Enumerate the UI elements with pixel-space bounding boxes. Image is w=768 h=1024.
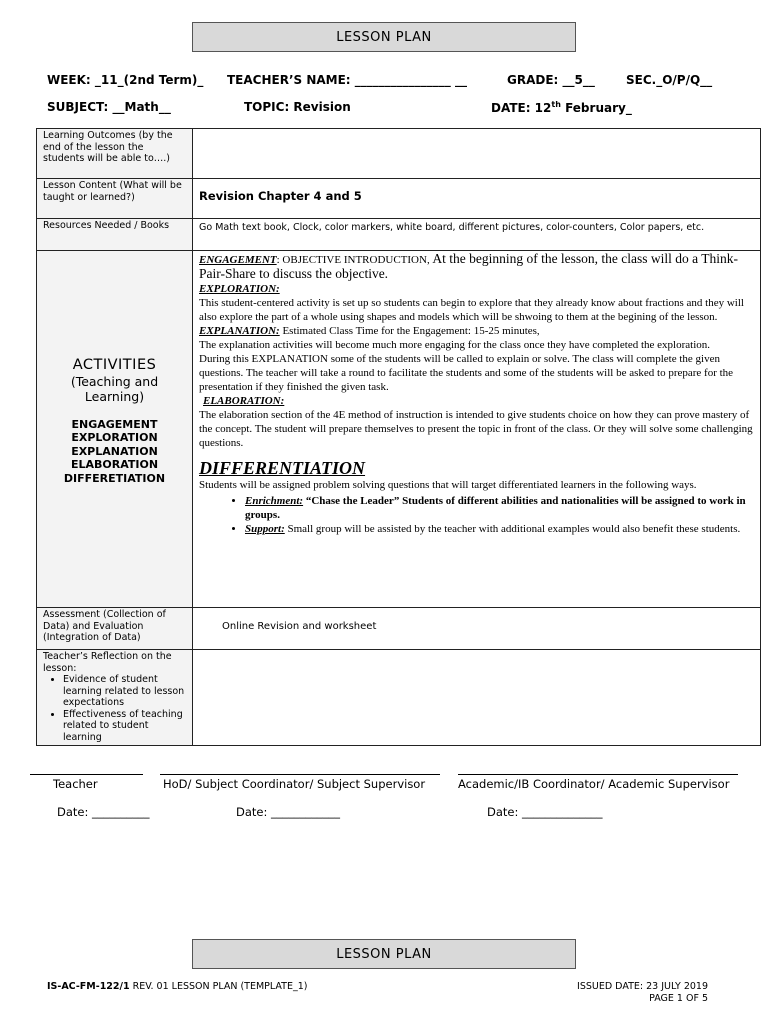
academic-date: Date: ______________ (487, 805, 603, 819)
hod-date: Date: ____________ (236, 805, 341, 819)
exploration-paragraph (199, 282, 754, 324)
date-field (491, 100, 632, 115)
assessment-label: Assessment (Collection of Data) and Evaluation (Integration of Data) (37, 608, 193, 650)
lesson-content-label: Lesson Content (What will be taught or learned?) (37, 179, 193, 219)
footer-title-text: LESSON PLAN (336, 946, 432, 962)
activities-subtitle: (Teaching and Learning) (70, 373, 159, 404)
resources-label: Resources Needed / Books (37, 219, 193, 251)
reflection-list (43, 674, 186, 743)
elaboration-text: The elaboration section of the 4E method of instruction is intended to give students choice on how they can prove mastery of the concept. The student will prepare themselves to present the topic in front of the class. Or they will solve some challenging questions. (199, 409, 753, 449)
explanation-text-a: Estimated Class Time for the Engagement: 15-25 minutes, (279, 325, 540, 337)
form-code-rest: REV. 01 LESSON PLAN (TEMPLATE_1) (129, 981, 308, 992)
teacher-date: Date: __________ (57, 805, 150, 819)
enrichment-heading: Enrichment: (245, 495, 304, 507)
lesson-plan-table (36, 128, 761, 746)
engagement-paragraph (199, 252, 754, 282)
activities-label-cell (37, 251, 193, 608)
exploration-heading: EXPLORATION: (199, 283, 280, 295)
reflection-item: • Effectiveness of teaching related to student learning (63, 709, 186, 744)
differentiation-list (199, 494, 754, 536)
issued-date: ISSUED DATE: 23 JULY 2019 (577, 981, 708, 992)
teacher-name-field: TEACHER’S NAME: ________________ __ (227, 73, 467, 87)
form-code-bold: IS-AC-FM-122/1 (47, 981, 130, 992)
learning-outcomes-value (193, 129, 761, 179)
academic-signature-line (458, 774, 738, 775)
topic-field: TOPIC: Revision (244, 100, 351, 114)
grade-field: GRADE: __5__ (507, 73, 595, 87)
row-learning-outcomes (37, 129, 761, 179)
activities-title: ACTIVITIES (72, 357, 157, 373)
page-title-text: LESSON PLAN (336, 29, 432, 45)
row-lesson-content (37, 179, 761, 219)
reflection-value (193, 650, 761, 746)
hod-signature-label: HoD/ Subject Coordinator/ Subject Supervisor (163, 777, 426, 791)
activities-phase-list (43, 418, 186, 486)
reflection-item: • Evidence of student learning related to lesson expectations (63, 674, 186, 709)
row-assessment (37, 608, 761, 650)
differentiation-text: Students will be assigned problem solving questions that will target differentiated learners in the following ways. (199, 479, 697, 491)
learning-outcomes-label: Learning Outcomes (by the end of the lesson the students will be able to….) (37, 129, 193, 179)
phase-item: ENGAGEMENT (71, 417, 158, 431)
week-field: WEEK: _11_(2nd Term)_ (47, 73, 204, 87)
form-code (47, 981, 308, 992)
footer-title (192, 939, 576, 969)
explanation-text-c: During this EXPLANATION some of the students will be called to explain or solve. The class will complete the given questions. The teacher will take a round to facilitate the students and some of the students will be asked to prepare for the presentation if they finished the given task. (199, 353, 734, 393)
date-suffix: February_ (560, 101, 632, 115)
subject-field: SUBJECT: __Math__ (47, 100, 171, 114)
row-reflection (37, 650, 761, 746)
page-title (192, 22, 576, 52)
support-text: Small group will be assisted by the teacher with additional examples would also benefit these students. (284, 523, 741, 535)
date-sup: th (551, 100, 561, 109)
phase-item: EXPLANATION (71, 444, 158, 458)
engagement-text-b: At the beginning of the lesson, the class will do a Think-Pair-Share to discuss the objective. (199, 251, 739, 281)
page-number: PAGE 1 OF 5 (649, 993, 708, 1004)
section-field: SEC._O/P/Q__ (626, 73, 713, 87)
elaboration-heading: ELABORATION: (203, 395, 285, 407)
resources-value: Go Math text book, Clock, color markers, white board, different pictures, color-counters, Color papers, etc. (193, 219, 761, 251)
support-item (245, 522, 754, 536)
differentiation-heading: DIFFERENTIATION (199, 458, 366, 478)
explanation-heading: EXPLANATION: (199, 325, 280, 337)
academic-signature-label: Academic/IB Coordinator/ Academic Supervisor (458, 777, 730, 791)
explanation-text-b: The explanation activities will become much more engaging for the class once they have completed the exploration. (199, 339, 711, 351)
phase-item: DIFFERETIATION (63, 471, 166, 485)
row-activities (37, 251, 761, 608)
teacher-signature-line (30, 774, 143, 775)
reflection-label-cell (37, 650, 193, 746)
teacher-signature-label: Teacher (53, 777, 98, 791)
enrichment-item (245, 494, 754, 522)
enrichment-text: “Chase the Leader” Students of different abilities and nationalities will be assigned to work in groups. (245, 495, 746, 521)
assessment-value: Online Revision and worksheet (193, 608, 761, 650)
support-heading: Support: (245, 523, 285, 535)
row-resources (37, 219, 761, 251)
explanation-paragraph (199, 324, 754, 394)
lesson-content-value: Revision Chapter 4 and 5 (193, 179, 761, 219)
reflection-label: Teacher’s Reflection on the lesson: (43, 651, 172, 674)
engagement-heading: ENGAGEMENT (199, 254, 277, 266)
date-prefix: DATE: 12 (491, 101, 552, 115)
phase-item: EXPLORATION (71, 431, 158, 444)
hod-signature-line (160, 774, 440, 775)
phase-item: ELABORATION (70, 458, 159, 471)
engagement-text-a: : OBJECTIVE INTRODUCTION, (276, 254, 430, 266)
elaboration-paragraph (199, 394, 754, 450)
activities-content (193, 251, 761, 608)
exploration-text: This student-centered activity is set up so students can begin to explore that they already know about fractions and they will also explore the part of a whole using shapes and models which will be shwoing to them at the begining of the lesson. (199, 297, 744, 323)
